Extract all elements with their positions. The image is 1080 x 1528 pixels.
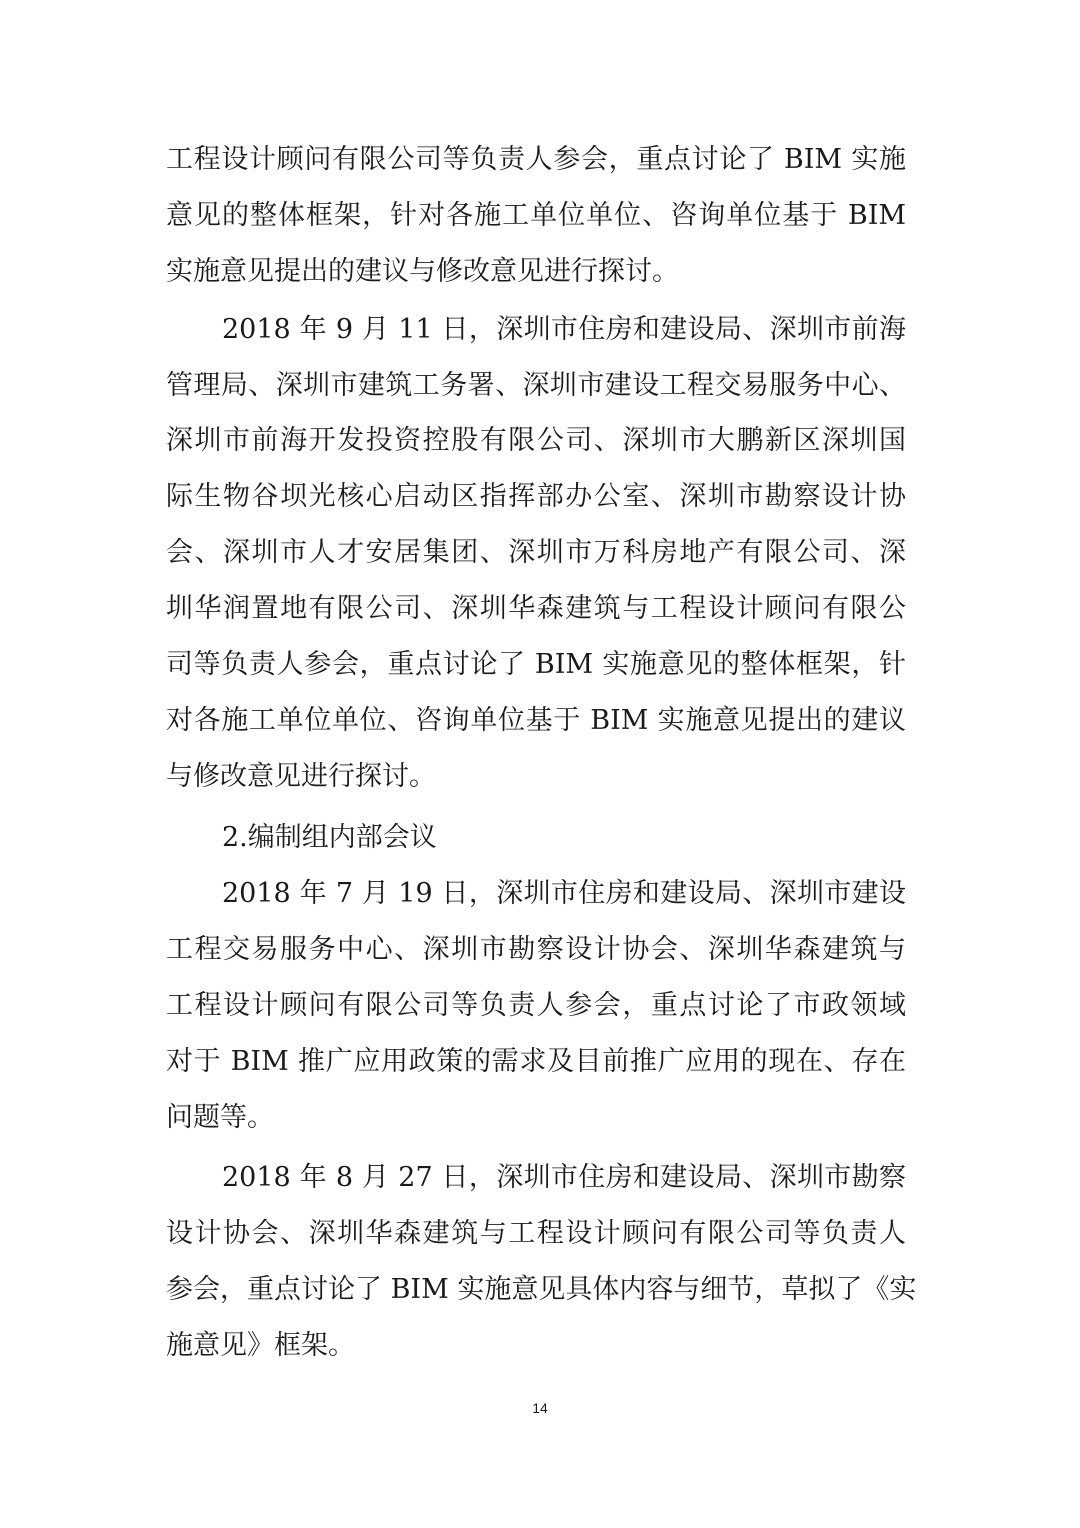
paragraph-line: 设计协会、深圳华森建筑与工程设计顾问有限公司等负责人 (166, 1218, 906, 1249)
paragraph-line: 施意见》框架。 (166, 1330, 355, 1361)
paragraph-line: 际生物谷坝光核心启动区指挥部办公室、深圳市勘察设计协 (166, 481, 906, 512)
paragraph-line: 2018 年 8 月 27 日，深圳市住房和建设局、深圳市勘察 (222, 1162, 906, 1193)
paragraph-line: 圳华润置地有限公司、深圳华森建筑与工程设计顾问有限公 (166, 593, 906, 624)
paragraph-line: 管理局、深圳市建筑工务署、深圳市建设工程交易服务中心、 (166, 370, 906, 401)
paragraph-line: 2018 年 7 月 19 日，深圳市住房和建设局、深圳市建设 (222, 878, 906, 909)
section-heading: 2.编制组内部会议 (222, 822, 437, 853)
paragraph-line: 2018 年 9 月 11 日，深圳市住房和建设局、深圳市前海 (222, 314, 906, 345)
paragraph-line: 会、深圳市人才安居集团、深圳市万科房地产有限公司、深 (166, 537, 906, 568)
paragraph-line: 工程设计顾问有限公司等负责人参会，重点讨论了 BIM 实施 (166, 144, 906, 175)
paragraph-line: 问题等。 (166, 1102, 274, 1133)
paragraph-line: 对于 BIM 推广应用政策的需求及目前推广应用的现在、存在 (166, 1046, 906, 1077)
paragraph-line: 实施意见提出的建议与修改意见进行探讨。 (166, 256, 679, 287)
paragraph-line: 深圳市前海开发投资控股有限公司、深圳市大鹏新区深圳国 (166, 425, 906, 456)
paragraph-line: 参会，重点讨论了 BIM 实施意见具体内容与细节，草拟了《实 (166, 1274, 917, 1305)
paragraph-line: 与修改意见进行探讨。 (166, 761, 436, 792)
paragraph-line: 工程设计顾问有限公司等负责人参会，重点讨论了市政领域 (166, 990, 906, 1021)
paragraph-line: 工程交易服务中心、深圳市勘察设计协会、深圳华森建筑与 (166, 934, 906, 965)
paragraph-line: 意见的整体框架，针对各施工单位单位、咨询单位基于 BIM (166, 200, 906, 231)
page-number: 14 (532, 1400, 548, 1416)
paragraph-line: 对各施工单位单位、咨询单位基于 BIM 实施意见提出的建议 (166, 705, 906, 736)
paragraph-line: 司等负责人参会，重点讨论了 BIM 实施意见的整体框架，针 (166, 649, 906, 680)
